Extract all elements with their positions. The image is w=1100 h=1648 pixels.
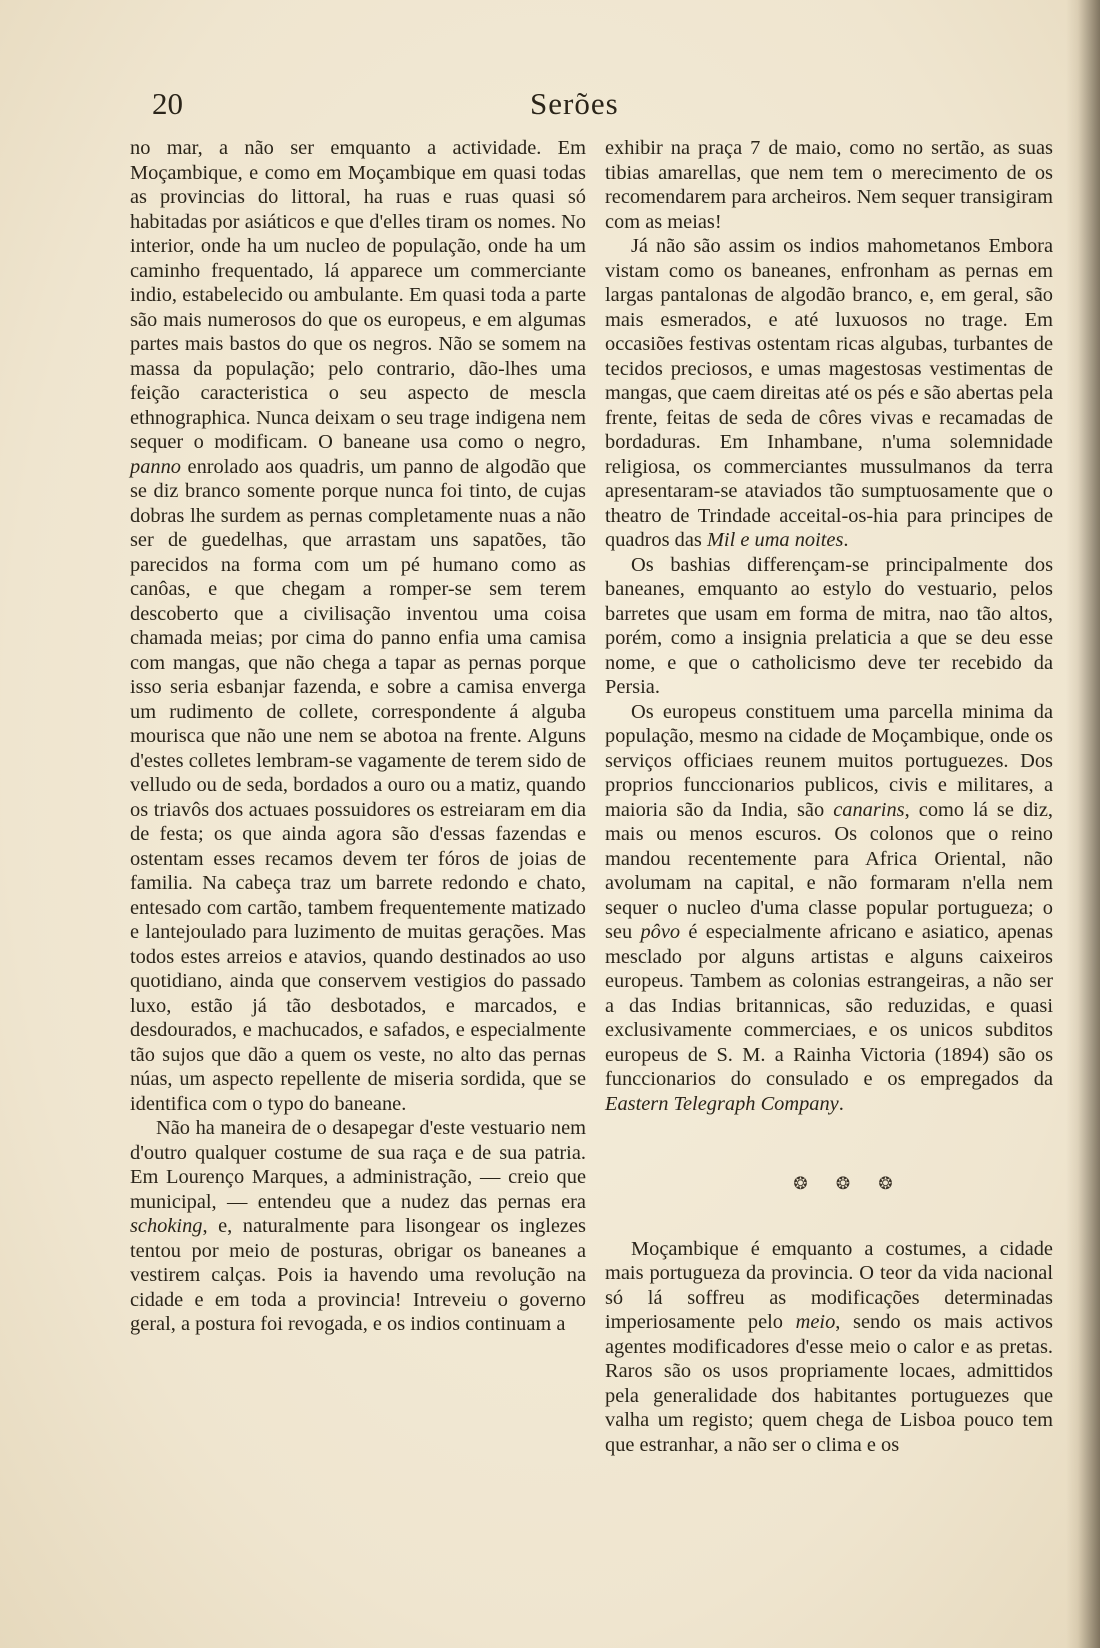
paragraph: Moçambique é emquanto a costumes, a cidade mais portugueza da provincia. O teor da vida nacional só lá soffreu as modificações determinadas imperiosamente pelo meio, sendo os mais activos agentes modificadores d'esse meio o calor e as pretas. Raros são os usos propriamente locaes, admittidos pela generalidade dos habitantes portuguezes que valha um registo; quem chega de Lisboa pouco tem que estranhar, a não ser o clima e os xyxy=(605,1237,1053,1456)
page-gutter-shadow xyxy=(1066,0,1100,1648)
section-ornament: ❂ ❂ ❂ xyxy=(793,1174,905,1193)
italic-term: pôvo xyxy=(640,921,681,943)
italic-term: panno xyxy=(130,455,181,478)
paragraph: Os bashias differençam-se principalmente dos baneanes, emquanto ao estylo do vestuario, pelos barretes que usam em forma de mitra, nao tão altos, porém, como a insignia prelaticia a que se deu esse nome, e que o catholicismo deve ter recebido da Persia. xyxy=(605,553,1053,698)
italic-term: canarins xyxy=(833,798,905,821)
page-header xyxy=(130,86,1060,126)
paragraph: Não ha maneira de o desapegar d'este vestuario nem d'outro qualquer costume de sua raça e de sua patria. Em Lourenço Marques, a administração, — creio que municipal, — entendeu que a nudez das pernas era schoking, e, naturalmente para lisongear os inglezes tentou por meio de posturas, obrigar os baneanes a vestirem calças. Pois ia havendo uma revolução na cidade e em toda a provincia! Intreveiu o governo geral, a postura foi revogada, e os indios continuam a xyxy=(130,1117,586,1335)
paragraph: no mar, a não ser emquanto a actividade. Em Moçambique, e como em Moçambique em quasi todas as provincias do littoral, ha ruas e ruas quasi só habitadas por asiáticos e que d'elles tiram os nomes. No interior, onde ha um nucleo de população, onde ha um caminho frequentado, lá apparece um commerciante indio, estabelecido ou ambulante. Em quasi toda a parte são mais numerosos do que os europeus, e em algumas partes mais bastos do que os negros. Não se somem na massa da população; pelo contrario, dão-lhes uma feição caracteristica o seu aspecto de mescla ethnographica. Nunca deixam o seu trage indigena nem sequer o modificam. O baneane usa como o negro, panno enrolado aos quadris, um panno de algodão que se diz branco somente porque nunca foi tinto, de cujas dobras lhe surdem as pernas completamente nuas a não ser de guedelhas, que arrastam uns sapatões, tão parecidos na forma com um pé humano como as canôas, e que chegam a romper-se sem terem descoberto que a civilisação inventou uma coisa chamada meias; por cima do panno enfia uma camisa com mangas, que não chega a tapar as pernas porque isso seria esbanjar fazenda, e sobre a camisa enverga um rudimento de collete, correspondente á alguba mourisca que não une nem se abotoa na frente. Alguns d'estes colletes lembram-se vagamente de terem sido de velludo ou de seda, bordados a ouro ou a matiz, quando os triavôs dos actuaes possuidores os estreiaram em dia de festa; os que ainda agora são d'essas fazendas e ostentam esses recamos devem ter fóros de joias de familia. Na cabeça traz um barrete redondo e chato, entesado com cartão, tambem frequentemente matizado e lantejoulado para luzimento de muitas gerações. Mas todos estes arreios e atavios, quando destinados ao uso quotidiano, ainda que conservem vestigios do passado luxo, estão já tão desbotados, e marcados, e desdourados, e machucados, e safados, e especialmente tão sujos que dão a quem os veste, no alto das pernas núas, um aspecto repellente de miseria sordida, que se identifica com o typo do baneane. xyxy=(130,137,586,1115)
right-column xyxy=(605,136,1053,1457)
left-column xyxy=(130,136,586,1337)
page-number: 20 xyxy=(152,86,183,121)
italic-term: schoking xyxy=(130,1215,203,1237)
paragraph: exhibir na praça 7 de maio, como no sertão, as suas tibias amarellas, que nem tem o merecimento de os recomendarem para archeiros. Nem sequer transigiram com as meias! xyxy=(605,137,1053,233)
running-title: Serões xyxy=(530,86,619,121)
paragraph: Já não são assim os indios mahometanos Embora vistam como os baneanes, enfronham as pernas em largas pantalonas de algodão branco, e, em geral, são mais esmerados, e até luxuosos no trage. Em occasiões festivas ostentam ricas algubas, turbantes de tecidos preciosos, e umas magestosas vestimentas de mangas, que caem direitas até os pés e são abertas pela frente, feitas de seda de côres vivas e recamadas de bordaduras. Em Inhambane, n'uma solemnidade religiosa, os commerciantes mussulmanos da terra apresentaram-se ataviados tão sumptuosamente que o theatro de Trindade acceital-os-hia para principes de quadros das Mil e uma noites. xyxy=(605,235,1053,551)
italic-term: meio xyxy=(795,1311,836,1333)
italic-term: Mil e uma noites xyxy=(706,529,844,551)
italic-term: Eastern Telegraph Company xyxy=(605,1092,839,1115)
paragraph: Os europeus constituem uma parcella minima da população, mesmo na cidade de Moçambique, onde os serviços officiaes reunem muitos portuguezes. Dos proprios funccionarios publicos, civis e militares, a maioria são da India, são canarins, como lá se diz, mais ou menos escuros. Os colonos que o reino mandou recentemente para Africa Oriental, não avolumam na capital, e não formaram n'ella nem sequer o nucleo d'uma classe popular portugueza; o seu pôvo é especialmente africano e asiatico, apenas mesclado por alguns artistas e alguns caixeiros europeus. Tambem as colonias estrangeiras, a não ser a das Indias britannicas, são reduzidas, e quasi exclusivamente commerciaes, e os unicos subditos europeus de S. M. a Rainha Victoria (1894) são os funccionarios do consulado e os empregados da Eastern Telegraph Company. xyxy=(605,700,1054,1115)
